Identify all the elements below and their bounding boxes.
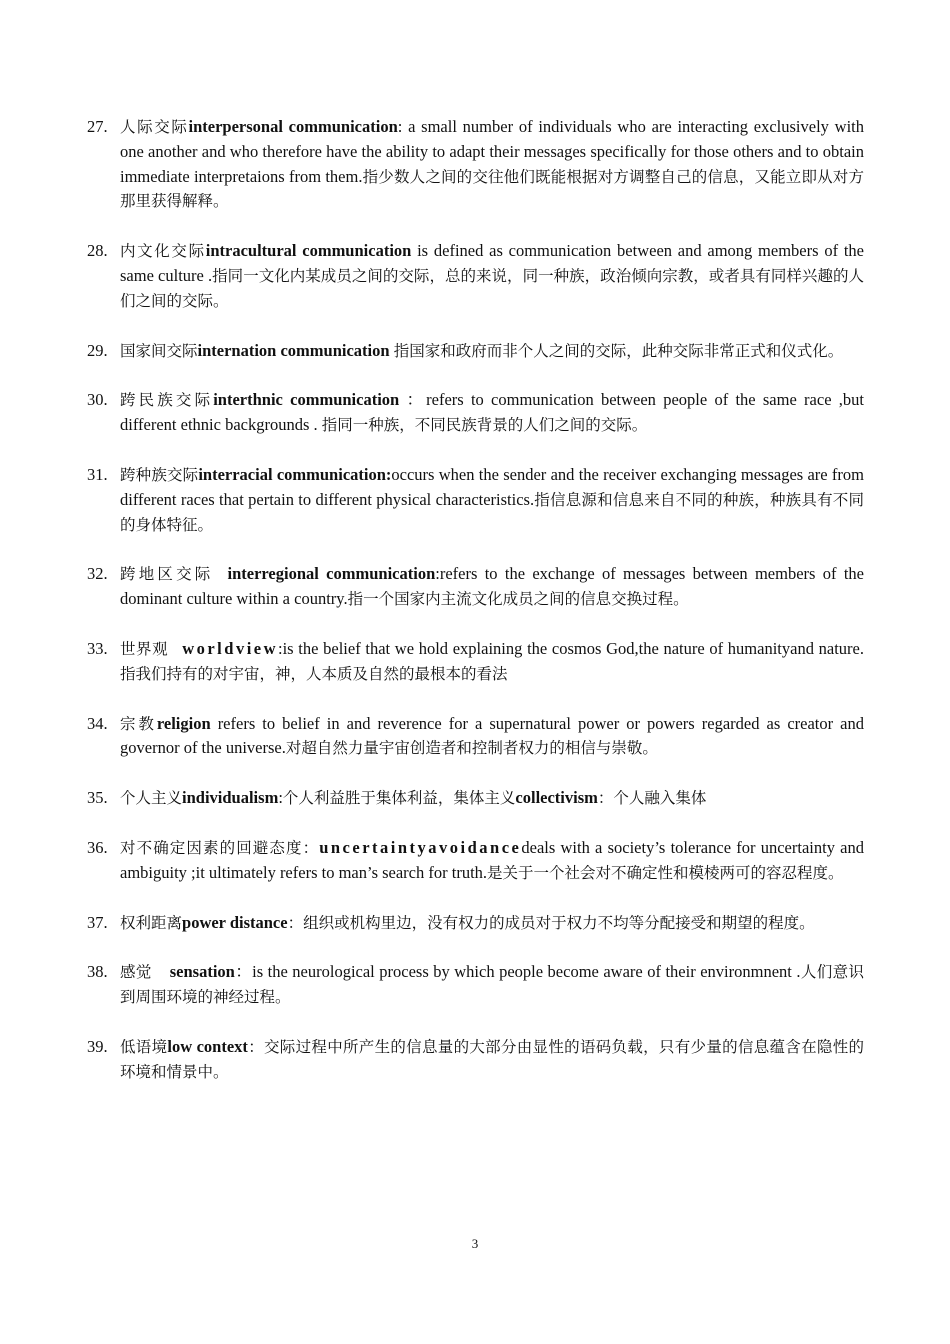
entry-chinese-definition: 指我们持有的对宇宙，神，人本质及自然的最根本的看法 <box>120 664 508 683</box>
entry-chinese-definition: 指少数人之间的交往他们既能根据对方调整自己的信息，又能立即从对方那里获得解释。 <box>120 167 864 211</box>
glossary-entry-29 <box>87 339 864 364</box>
glossary-entry-31 <box>87 463 864 537</box>
entry-body <box>120 562 864 612</box>
entry-chinese-term: 内文化交际 <box>120 242 206 261</box>
entry-chinese-term: 权利距离 <box>120 913 183 932</box>
entry-chinese-term: 对不确定因素的回避态度： <box>120 838 320 857</box>
entry-definition: refers to belief in and reverence for a supernatural power or powers regarded as creator and governor of the universe. <box>120 713 864 758</box>
entry-body <box>120 1035 864 1085</box>
glossary-entry-34 <box>87 712 864 762</box>
entry-chinese-definition: ：组织或机构里边，没有权力的成员对于权力不均等分配接受和期望的程度。 <box>287 913 815 932</box>
entry-number: 29. <box>87 340 108 360</box>
entry-number: 36. <box>87 837 108 857</box>
entry-number: 31. <box>87 464 108 484</box>
entry-english-term: worldview <box>182 638 279 658</box>
entry-chinese-definition: 对超自然力量宇宙创造者和控制者权力的相信与崇敬。 <box>285 739 658 758</box>
entry-number: 39. <box>87 1036 108 1056</box>
glossary-entry-33 <box>87 637 864 687</box>
entry-body <box>120 637 864 687</box>
glossary-entry-28 <box>87 239 864 313</box>
entry-english-term: uncertaintyavoidance <box>319 837 522 857</box>
entry-chinese-definition: 指国家和政府而非个人之间的交际，此种交际非常正式和仪式化。 <box>393 341 844 360</box>
glossary-entry-39 <box>87 1035 864 1085</box>
entry-chinese-term: 跨种族交际 <box>120 465 199 484</box>
entry-english-term: intracultural communication <box>205 241 412 261</box>
entry-number: 27. <box>87 117 108 136</box>
entry-body <box>120 911 864 936</box>
entry-chinese-definition: 指同一种族，不同民族背景的人们之间的交际。 <box>321 416 648 435</box>
entry-number: 37. <box>87 912 108 932</box>
entry-definition: is defined as communication between and among members of the same culture . <box>120 241 864 285</box>
entry-english-term: interpersonal communication <box>188 117 398 136</box>
entry-body <box>120 836 864 886</box>
entry-english-term: individualism <box>182 788 279 808</box>
entry-body <box>120 115 864 214</box>
entry-english-term: religion <box>156 713 211 733</box>
glossary-entry-27 <box>87 115 864 214</box>
entry-english-term: sensation <box>169 962 235 982</box>
entry-chinese-definition: 指信息源和信息来自不同的种族，种族具有不同的身体特征。 <box>120 490 864 534</box>
entry-chinese-term: 个人主义 <box>120 789 183 808</box>
glossary-entry-36 <box>87 836 864 886</box>
glossary-entry-38 <box>87 960 864 1010</box>
entry-chinese-definition-2: ：个人融入集体 <box>597 789 707 808</box>
entry-number: 38. <box>87 962 108 982</box>
entry-body <box>120 388 864 438</box>
glossary-list <box>87 115 864 1085</box>
entry-chinese-term: 跨民族交际 <box>120 391 214 410</box>
entry-number: 35. <box>87 788 108 808</box>
entry-chinese-term: 国家间交际 <box>120 341 198 360</box>
entry-body <box>120 463 864 537</box>
entry-definition: : a small number of individuals who are interacting exclusively with one another and who therefore have the ability to adapt their messages specifically for those others and to obtain immediate interpretaions from them. <box>120 117 864 186</box>
entry-body <box>120 239 864 313</box>
glossary-entry-30 <box>87 388 864 438</box>
entry-definition: :is the belief that we hold explaining the cosmos God,the nature of humanityand nature. <box>278 638 864 658</box>
glossary-entry-35 <box>87 786 864 811</box>
entry-chinese-term: 人际交际 <box>120 118 189 136</box>
entry-definition: :refers to the exchange of messages between members of the dominant culture within a country. <box>120 564 864 609</box>
entry-definition: ：refers to communication between people of the same race ,but different ethnic backgrounds . <box>120 390 864 435</box>
entry-chinese-definition: ：交际过程中所产生的信息量的大部分由显性的语码负载，只有少量的信息蕴含在隐性的环境和情景中。 <box>120 1037 864 1081</box>
entry-chinese-definition: 指同一文化内某成员之间的交际，总的来说，同一种族，政治倾向宗教，或者具有同样兴趣的人们之间的交际。 <box>120 266 864 310</box>
entry-chinese-term: 感觉 <box>120 963 152 982</box>
entry-definition: : <box>278 788 283 808</box>
glossary-entry-37 <box>87 911 864 936</box>
entry-english-term: interthnic communication <box>213 390 400 410</box>
entry-chinese-definition: 个人利益胜于集体利益，集体主义 <box>282 789 516 808</box>
entry-body <box>120 339 864 364</box>
entry-number: 28. <box>87 241 108 261</box>
page-number: 3 <box>471 1236 479 1251</box>
entry-definition: ：is the neurological process by which people become aware of their environmnent . <box>234 962 801 982</box>
entry-english-term-2: collectivism <box>515 788 598 808</box>
entry-chinese-term: 低语境 <box>120 1037 168 1056</box>
entry-chinese-term: 世界观 <box>120 639 169 658</box>
entry-number: 30. <box>87 390 108 410</box>
entry-chinese-term: 宗教 <box>120 714 157 733</box>
entry-chinese-term: 跨地区交际 <box>120 565 214 584</box>
entry-body <box>120 712 864 762</box>
entry-body <box>120 960 864 1010</box>
entry-chinese-definition: 是关于一个社会对不确定性和模棱两可的容忍程度。 <box>487 863 844 882</box>
entry-body <box>120 786 864 811</box>
entry-chinese-definition: 指一个国家内主流文化成员之间的信息交换过程。 <box>347 590 689 609</box>
entry-english-term: power distance <box>182 912 288 932</box>
entry-english-term: internation communication <box>197 340 390 360</box>
entry-english-term: interracial communication: <box>198 464 392 484</box>
entry-definition: occurs when the sender and the receiver exchanging messages are from different races that pertain to different physical characteristics. <box>120 464 864 509</box>
entry-english-term: low context <box>167 1036 248 1056</box>
entry-number: 34. <box>87 713 108 733</box>
glossary-entry-32 <box>87 562 864 612</box>
entry-number: 33. <box>87 638 108 658</box>
entry-number: 32. <box>87 564 108 584</box>
entry-english-term: interregional communication <box>227 564 436 584</box>
entry-definition: deals with a society’s tolerance for uncertainty and ambiguity ;it ultimately refers to man’s search for truth. <box>120 837 864 882</box>
entry-chinese-definition: 人们意识到周围环境的神经过程。 <box>120 963 864 1007</box>
